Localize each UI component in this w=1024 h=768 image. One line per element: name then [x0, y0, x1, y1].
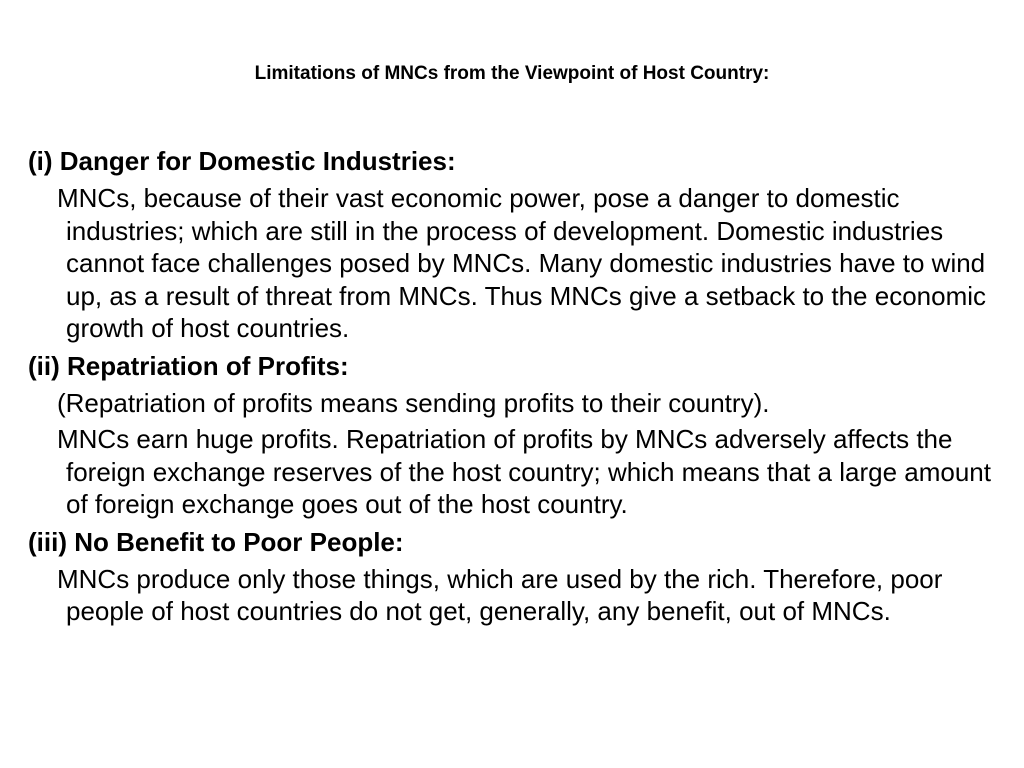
- section-heading-repatriation-of-profits: (ii) Repatriation of Profits:: [28, 350, 349, 381]
- slide-body: [28, 144, 1008, 632]
- paragraph-danger-domestic-industries: MNCs, because of their vast economic power, pose a danger to domestic industries; which are still in the process of development. Domestic industries cannot face challenges posed by MNCs. Many domestic industries have to wind up, as a result of threat from MNCs. Thus MNCs give a setback to the economic growth of host countries.: [57, 183, 987, 343]
- section-heading-no-benefit-poor-people: (iii) No Benefit to Poor People:: [28, 526, 404, 557]
- slide-title: Limitations of MNCs from the Viewpoint of Host Country:: [254, 63, 770, 84]
- paragraph-repatriation-definition: (Repatriation of profits means sending profits to their country).: [57, 387, 770, 418]
- paragraph-repatriation-effects: MNCs earn huge profits. Repatriation of profits by MNCs adversely affects the foreign exchange reserves of the host country; which means that a large amount of foreign exchange goes out of the host country.: [57, 424, 991, 519]
- section-heading-danger-domestic-industries: (i) Danger for Domestic Industries:: [28, 146, 456, 176]
- paragraph-no-benefit-poor-people: MNCs produce only those things, which are used by the rich. Therefore, poor people of host countries do not get, generally, any benefit, out of MNCs.: [57, 563, 943, 626]
